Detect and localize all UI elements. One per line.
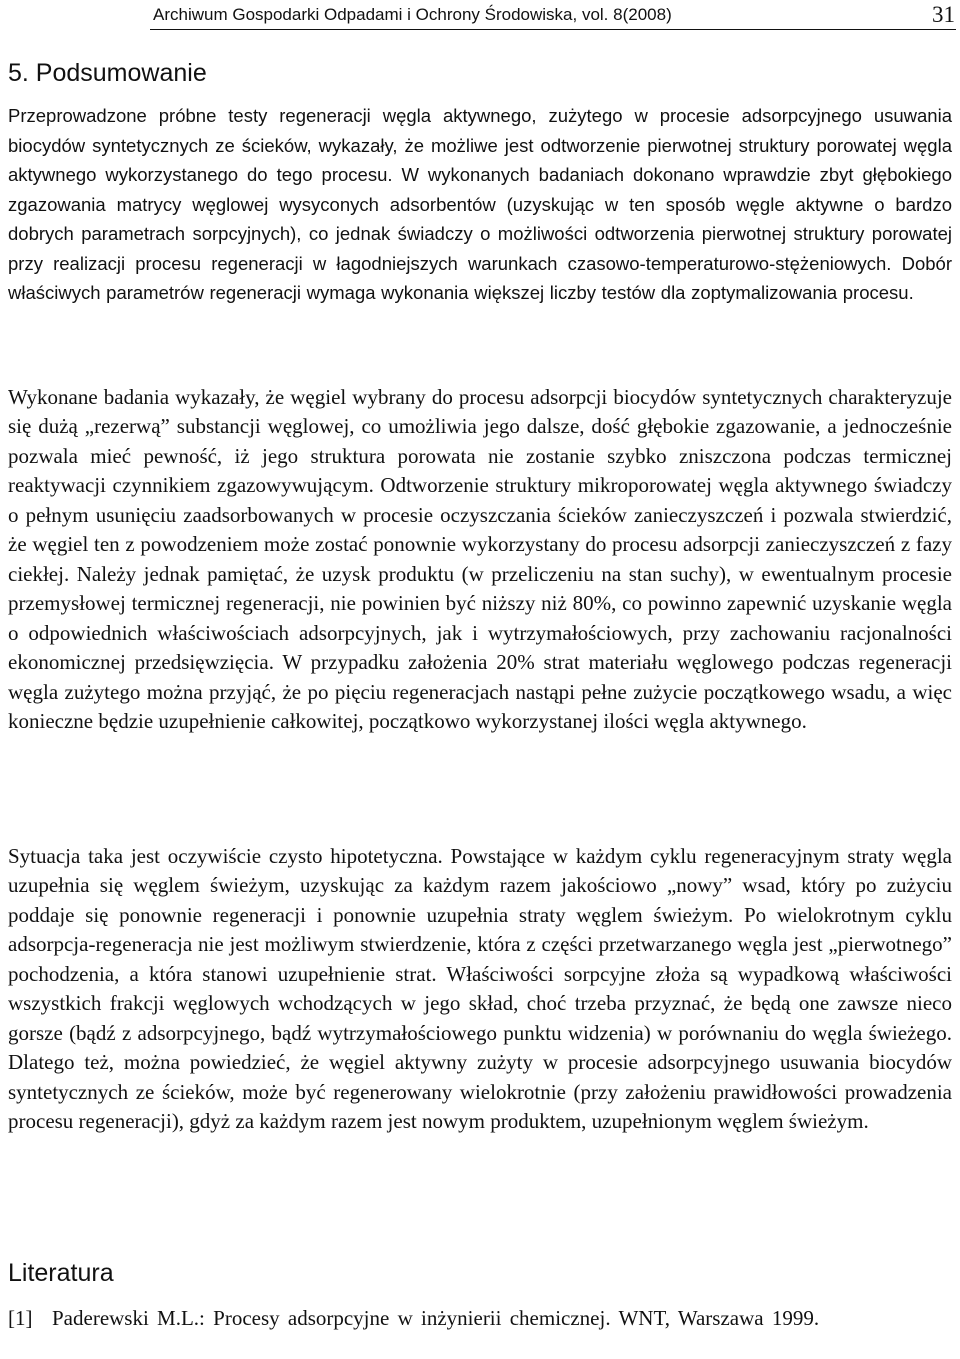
- section-heading: 5. Podsumowanie: [8, 59, 207, 87]
- references-heading: Literatura: [8, 1259, 114, 1287]
- running-title: Archiwum Gospodarki Odpadami i Ochrony Środowiska, vol. 8(2008): [153, 5, 672, 24]
- reference-number: [1]: [8, 1306, 33, 1330]
- paragraph: Przeprowadzone próbne testy regeneracji węgla aktywnego, zużytego w procesie adsorpcyjnego usuwania biocydów syntetycznych ze ścieków, wykazały, że możliwe jest odtworzenie pierwotnej struktury porowatej węgla aktywnego wykorzystanego do tego procesu. W wykonanych badaniach dokonano wprawdzie zbyt głębokiego zgazowania matrycy węglowej wysyconych adsorbentów (uzyskując w ten sposób węgle aktywne o bardzo dobrych parametrach sorpcyjnych), co jednak świadczy o możliwości odtworzenia pierwotnej struktury porowatej przy realizacji procesu regeneracji w łagodniejszych warunkach czasowo-temperaturowo-stężeniowych. Dobór właściwych parametrów regeneracji wymaga wykonania większej liczby testów dla zoptymalizowania procesu.: [8, 105, 952, 303]
- paragraph: Wykonane badania wykazały, że węgiel wybrany do procesu adsorpcji biocydów syntetycznych charakteryzuje się dużą „rezerwą” substancji węglowej, co umożliwia jego dalsze, dość głębokie zgazowanie, a jednocześnie pozwala mieć pewność, iż jego struktura porowata nie zostanie szybko zniszczona podczas termicznej reaktywacji czynnikiem zgazowywującym. Odtworzenie struktury mikroporowatej węgla aktywnego świadczy o pełnym usunięciu zaadsorbowanych w procesie oczyszczania ścieków zanieczyszczeń i pozwala stwierdzić, że węgiel ten z powodzeniem może zostać ponownie wykorzystany do procesu adsorpcji zanieczyszczeń z fazy ciekłej. Należy jednak pamiętać, że uzysk produktu (w przeliczeniu na stan suchy), w ewentualnym procesie przemysłowej termicznej regeneracji, nie powinien być niższy niż 80%, co powinno zapewnić uzyskanie węgla o odpowiednich właściwościach adsorpcyjnych, jak i wytrzymałościowych, przy zachowaniu racjonalności ekonomicznej przedsięwzięcia. W przypadku założenia 20% strat materiału węglowego podczas regeneracji węgla zużytego można przyjąć, że po pięciu regeneracjach nastąpi pełne zużycie początkowego wsadu, a więc konieczne będzie uzupełnienie całkowitej, początkowo wykorzystanej ilości węgla aktywnego.: [8, 385, 952, 733]
- reference-text: Paderewski M.L.: Procesy adsorpcyjne w inżynierii chemicznej. WNT, Warszawa 1999.: [52, 1306, 820, 1330]
- paragraph: Sytuacja taka jest oczywiście czysto hipotetyczna. Powstające w każdym cyklu regeneracyjnym straty węgla uzupełnia się węglem świeżym, uzyskując za każdym razem jakościowo „nowy” wsad, który po zużyciu poddaje się ponownie regeneracji i ponownie uzupełnia straty węglem świeżym. Po wielokrotnym cyklu adsorpcja-regeneracja nie jest możliwym stwierdzenie, która z części przetwarzanego węgla jest „pierwotnego” pochodzenia, a która stanowi uzupełnienie strat. Właściwości sorpcyjne złoża są wypadkową właściwości wszystkich frakcji węglowych wchodzących w jego skład, choć trzeba przyznać, że będą one zawsze nieco gorsze (bądź z adsorpcyjnego, bądź wytrzymałościowego punktu widzenia) w porównaniu do węgla świeżego. Dlatego też, można powiedzieć, że węgiel aktywny zużyty w procesie adsorpcyjnego usuwania biocydów syntetycznych ze ścieków, może być regenerowany wielokrotnie (przy założeniu prawidłowości prowadzenia procesu regeneracji), gdyż za każdym razem jest nowym produktem, uzupełnionym węglem świeżym.: [8, 844, 952, 1134]
- page-number: 31: [932, 2, 955, 27]
- page-header: [0, 0, 960, 30]
- header-rule: [150, 29, 956, 30]
